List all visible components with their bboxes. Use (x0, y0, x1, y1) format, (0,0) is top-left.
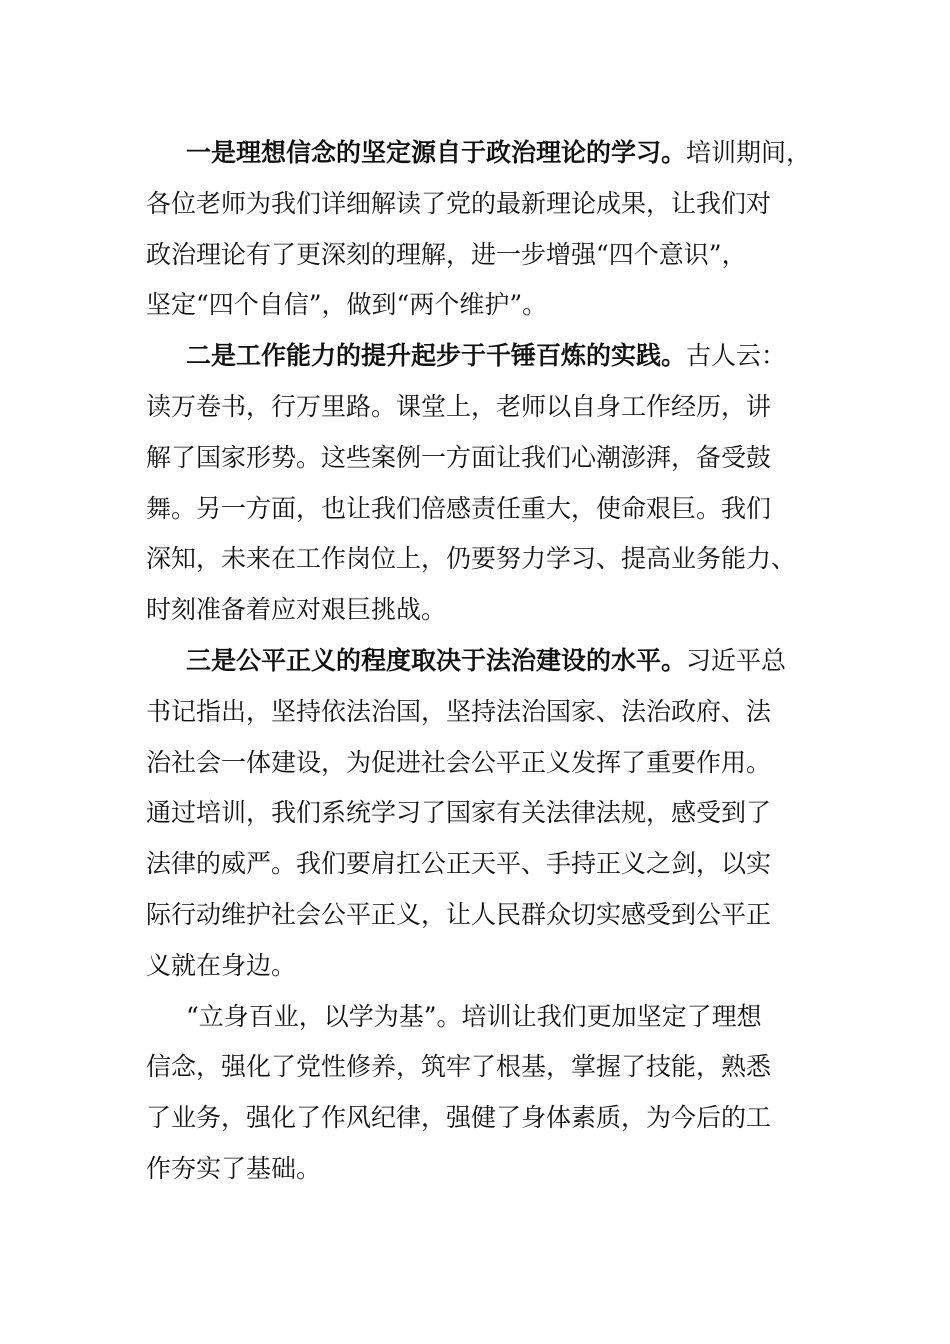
paragraph-4-line-4: 作夯实了基础。 (146, 1153, 322, 1183)
paragraph-4-line-3: 了业务，强化了作风纪律，强健了身体素质，为今后的工 (146, 1103, 772, 1133)
paragraph-2-line-4: 舞。另一方面，也让我们倍感责任重大，使命艰巨。我们 (146, 493, 772, 523)
paragraph-1-lead: 一是理想信念的坚定源自于政治理论的学习。 (186, 138, 687, 167)
paragraph-3-lead: 三是公平正义的程度取决于法治建设的水平。 (186, 645, 687, 675)
paragraph-2-line-2: 读万卷书，行万里路。课堂上，老师以自身工作经历，讲 (146, 391, 772, 421)
paragraph-4-line-1: “立身百业，以学为基”。培训让我们更加坚定了理想 (186, 1001, 762, 1031)
paragraph-3-line-7: 义就在身边。 (146, 950, 297, 980)
paragraph-3-line-4: 通过培训，我们系统学习了国家有关法律法规，感受到了 (146, 798, 772, 828)
paragraph-2-line-5: 深知，未来在工作岗位上，仍要努力学习、提高业务能力、 (146, 544, 797, 574)
paragraph-2-line-6: 时刻准备着应对艰巨挑战。 (146, 595, 447, 625)
paragraph-3-line-1 (146, 636, 806, 687)
paragraph-3 (146, 636, 806, 992)
paragraph-3-line-1-rest: 习近平总 (686, 645, 787, 675)
paragraph-1-line-4: 坚定“四个自信”，做到“两个维护”。 (146, 290, 548, 320)
paragraph-1-line-3: 政治理论有了更深刻的理解，进一步增强“四个意识”， (146, 239, 747, 269)
paragraph-2-line-1-rest: 古人云： (686, 341, 787, 371)
paragraph-1-line-2: 各位老师为我们详细解读了党的最新理论成果，让我们对 (146, 188, 772, 218)
paragraph-4-line-2: 信念，强化了党性修养，筑牢了根基，掌握了技能，熟悉 (146, 1052, 772, 1082)
document-body (146, 128, 812, 1195)
paragraph-2-lead: 二是工作能力的提升起步于千锤百炼的实践。 (186, 341, 687, 371)
paragraph-1 (146, 128, 812, 331)
paragraph-3-line-5: 法律的威严。我们要肩扛公正天平、手持正义之剑，以实 (146, 849, 772, 879)
paragraph-3-line-2: 书记指出，坚持依法治国，坚持法治国家、法治政府、法 (146, 696, 772, 726)
paragraph-3-line-6: 际行动维护社会公平正义，让人民群众切实感受到公平正 (146, 899, 772, 929)
paragraph-2 (146, 331, 806, 636)
paragraph-2-line-1 (146, 331, 806, 382)
paragraph-1-line-1 (146, 128, 812, 179)
paragraph-1-line-1-rest: 培训期间， (686, 138, 812, 167)
paragraph-4 (146, 992, 806, 1195)
paragraph-2-line-3: 解了国家形势。这些案例一方面让我们心潮澎湃，备受鼓 (146, 442, 772, 472)
paragraph-3-line-3: 治社会一体建设，为促进社会公平正义发挥了重要作用。 (146, 747, 772, 777)
